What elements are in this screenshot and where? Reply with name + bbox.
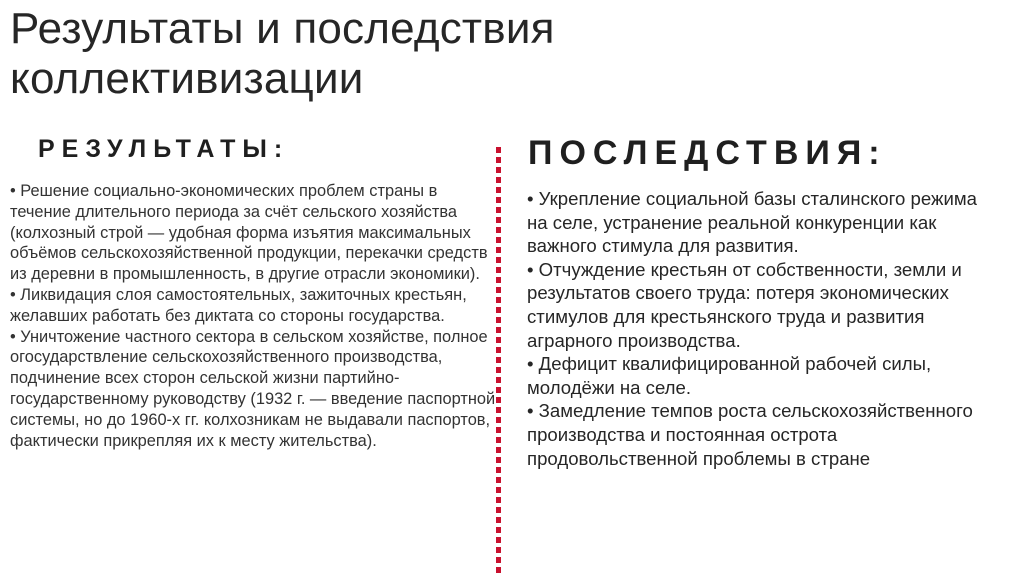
- results-item: • Уничтожение частного сектора в сельском хозяйстве, полное огосударствление сельскохозяйственного производства, подчинение всех сторон сельской жизни партийно-государственному руководству (1932 г. — введение паспортной системы, но до 1960-х гг. колхозникам не выдавали паспортов, фактически прикрепляя их к месту жительства).: [10, 327, 496, 450]
- consequences-list: [527, 187, 997, 470]
- consequences-heading: ПОСЛЕДСТВИЯ:: [528, 134, 887, 172]
- slide-title: [10, 4, 910, 104]
- consequences-item: • Отчуждение крестьян от собственности, земли и результатов своего труда: потеря экономических стимулов для крестьянского труда и развития аграрного производства.: [527, 258, 962, 351]
- consequences-item: • Замедление темпов роста сельскохозяйственного производства и постоянная острота продовольственной проблемы в стране: [527, 400, 973, 469]
- column-divider: [496, 147, 501, 574]
- slide-title-line-1: Результаты и последствия: [10, 4, 555, 53]
- consequences-item: • Дефицит квалифицированной рабочей силы, молодёжи на селе.: [527, 353, 932, 398]
- consequences-item: • Укрепление социальной базы сталинского режима на селе, устранение реальной конкуренции как важного стимула для развития.: [527, 188, 977, 257]
- results-item: • Ликвидация слоя самостоятельных, зажиточных крестьян, желавших работать без диктата со стороны государства.: [10, 285, 467, 325]
- results-list: [10, 181, 496, 451]
- slide-title-line-2: коллективизации: [10, 54, 364, 103]
- results-heading: РЕЗУЛЬТАТЫ:: [38, 135, 290, 163]
- results-item: • Решение социально-экономических проблем страны в течение длительного периода за счёт сельского хозяйства (колхозный строй — удобная форма изъятия максимальных объёмов сельскохозяйственной продукции, перекачки средств из деревни в промышленность, в другие отрасли экономики).: [10, 182, 488, 284]
